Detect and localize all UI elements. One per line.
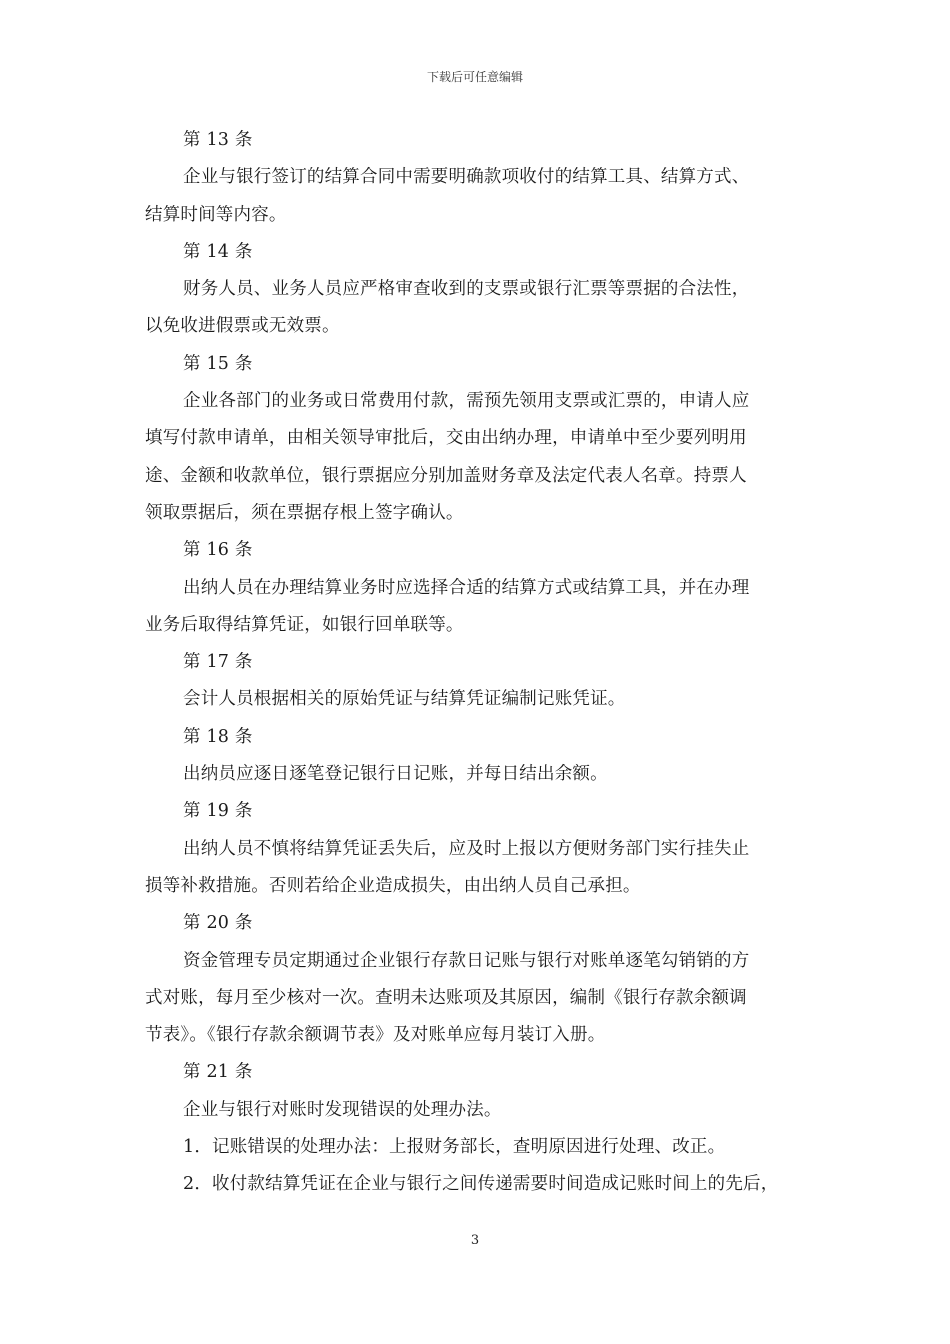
text-line: 资金管理专员定期通过企业银行存款日记账与银行对账单逐笔勾销销的方	[183, 950, 750, 971]
text-line: 以免收进假票或无效票。	[145, 316, 340, 337]
page-number: 3	[470, 1233, 480, 1248]
text-line: 式对账，每月至少核对一次。查明未达账项及其原因，编制《银行存款余额调	[145, 987, 747, 1008]
page-header: 下载后可任意编辑	[426, 70, 523, 84]
text-line: 领取票据后，须在票据存根上签字确认。	[145, 502, 464, 523]
text-line: 第 18 条	[183, 726, 253, 747]
text-line: 第 14 条	[183, 241, 253, 262]
text-line: 结算时间等内容。	[145, 204, 287, 225]
text-line: 节表》。《银行存款余额调节表》及对账单应每月装订入册。	[145, 1025, 606, 1046]
text-line: 第 21 条	[183, 1062, 253, 1083]
text-line: 企业与银行签订的结算合同中需要明确款项收付的结算工具、结算方式、	[183, 167, 750, 188]
document-body	[145, 122, 815, 1204]
text-line: 企业与银行对账时发现错误的处理办法。	[183, 1099, 502, 1120]
text-line: 第 17 条	[183, 652, 253, 673]
text-line: 企业各部门的业务或日常费用付款，需预先领用支票或汇票的，申请人应	[183, 391, 750, 412]
text-line: 第 13 条	[183, 130, 253, 150]
text-line: 损等补救措施。否则若给企业造成损失，由出纳人员自己承担。	[145, 875, 641, 896]
text-line: 途、金额和收款单位，银行票据应分别加盖财务章及法定代表人名章。持票人	[145, 465, 747, 486]
text-line: 2．收付款结算凭证在企业与银行之间传递需要时间造成记账时间上的先后，	[183, 1174, 779, 1195]
text-line: 填写付款申请单，由相关领导审批后，交由出纳办理，申请单中至少要列明用	[145, 428, 747, 449]
text-line: 出纳人员不慎将结算凭证丢失后，应及时上报以方便财务部门实行挂失止	[183, 838, 750, 859]
text-line: 第 15 条	[183, 353, 253, 374]
text-line: 出纳人员在办理结算业务时应选择合适的结算方式或结算工具，并在办理	[183, 577, 750, 598]
text-line: 第 20 条	[183, 913, 253, 934]
text-line: 1．记账错误的处理办法：上报财务部长，查明原因进行处理、改正。	[183, 1137, 726, 1158]
text-line: 财务人员、业务人员应严格审查收到的支票或银行汇票等票据的合法性，	[183, 279, 750, 300]
text-line: 第 19 条	[183, 801, 253, 822]
text-line: 业务后取得结算凭证，如银行回单联等。	[145, 614, 464, 635]
text-line: 出纳员应逐日逐笔登记银行日记账，并每日结出余额。	[183, 764, 608, 785]
text-line: 第 16 条	[183, 540, 253, 561]
text-line: 会计人员根据相关的原始凭证与结算凭证编制记账凭证。	[183, 689, 626, 710]
